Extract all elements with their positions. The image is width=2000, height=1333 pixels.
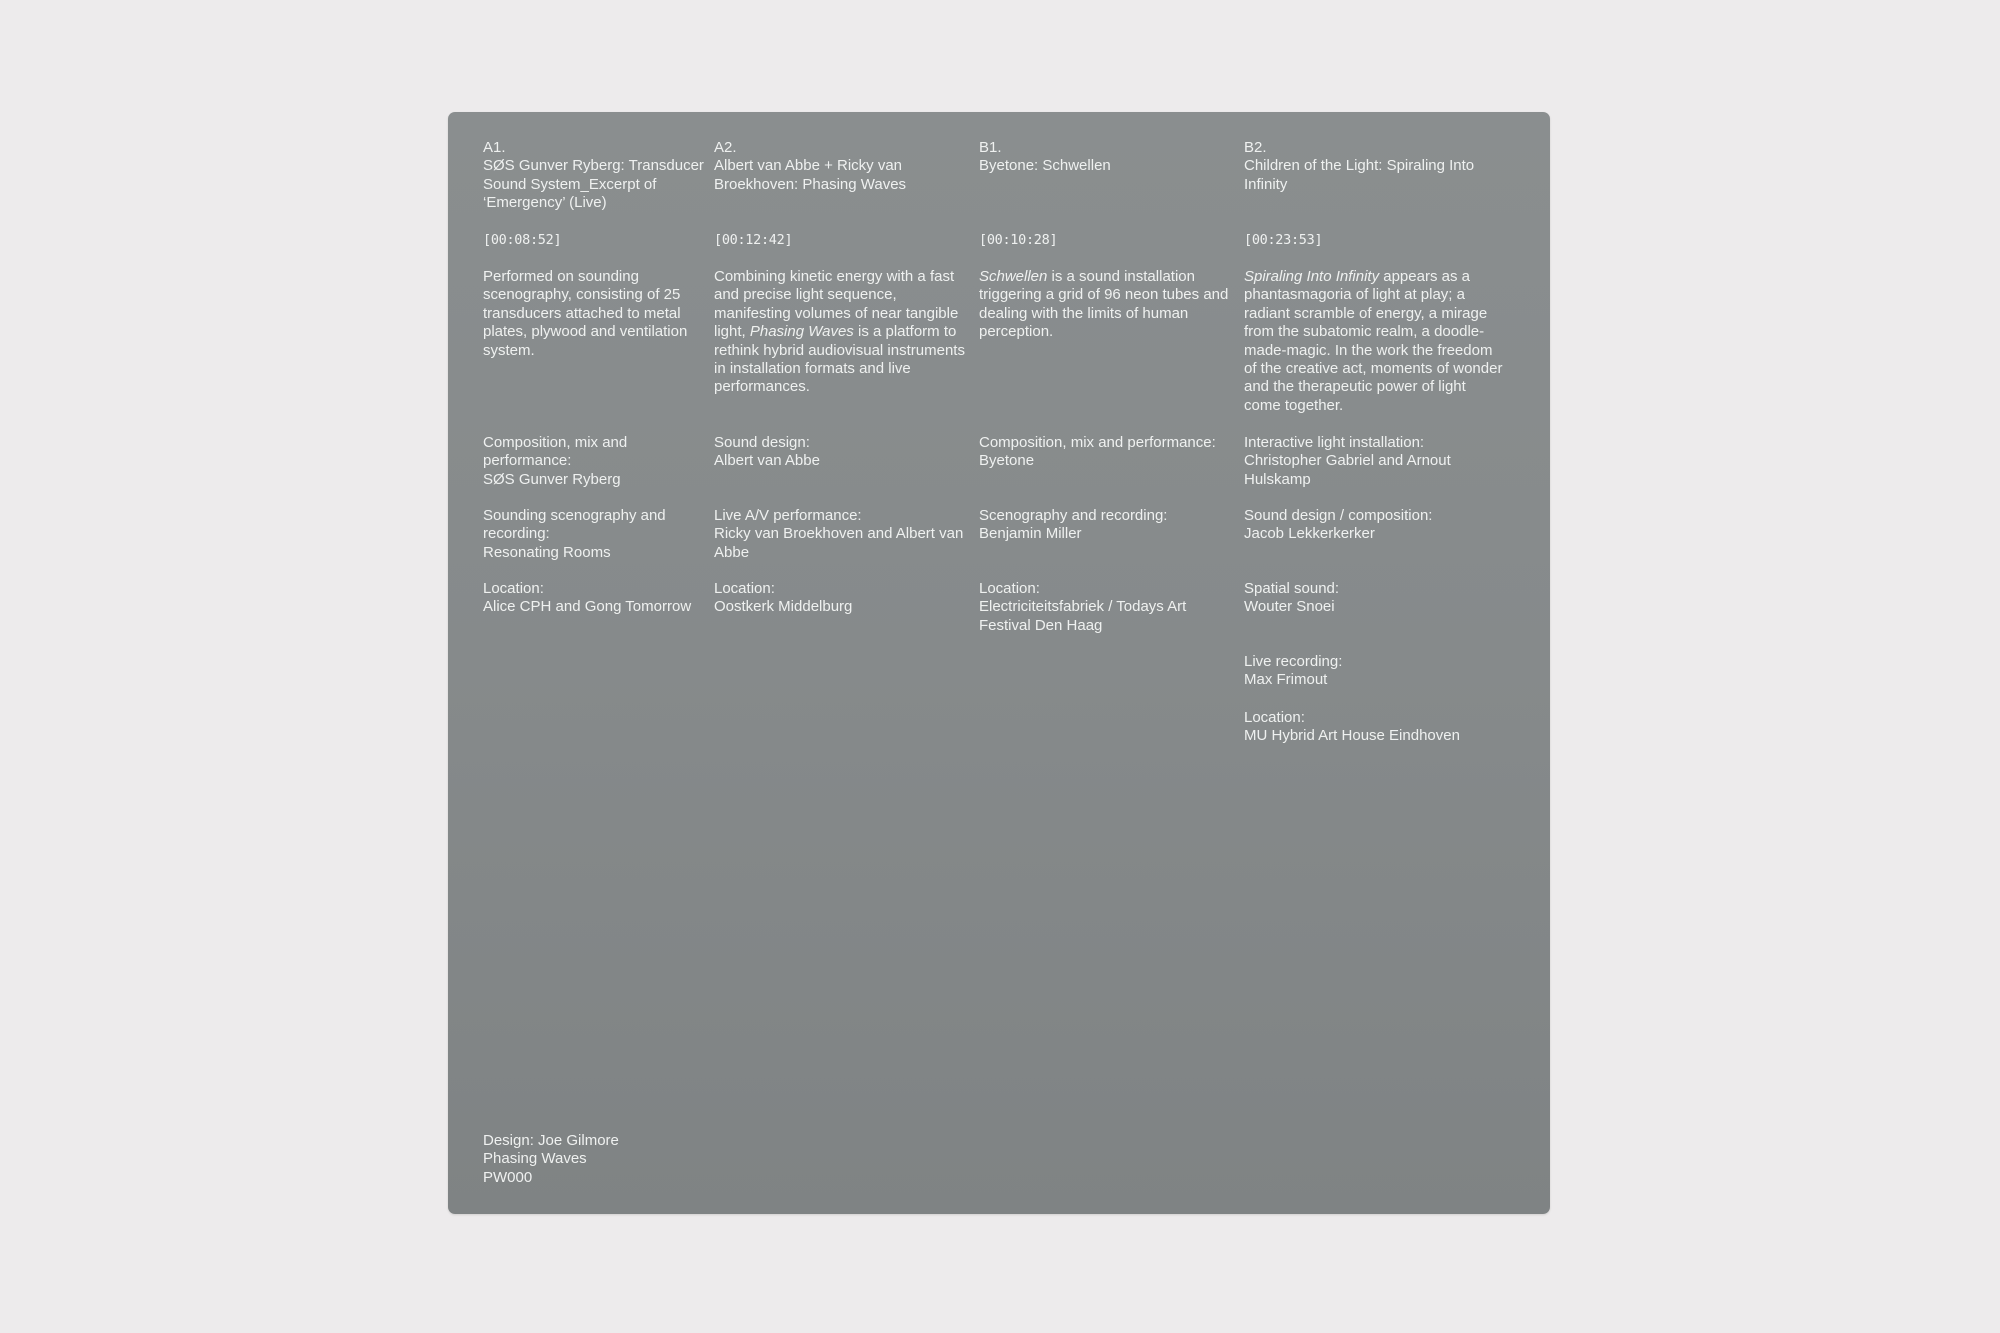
track-title: Albert van Abbe + Ricky van Broekhoven: Phasing Waves bbox=[714, 157, 907, 193]
track-duration: [00:08:52] bbox=[483, 232, 562, 248]
credit-sound-design: Sound design / composition: Jacob Lekkerkerker bbox=[1244, 507, 1433, 543]
track-description: Spiraling Into Infinity appears as a phantasmagoria of light at play; a radiant scramble of energy, a mirage from the subatomic realm, a doodle-made-magic. In the work the freedom of the creative act, moments of wonder and the therapeutic power of light come together. bbox=[1244, 268, 1503, 414]
track-title: Byetone: Schwellen bbox=[979, 157, 1111, 175]
track-title: Children of the Light: Spiraling Into Infinity bbox=[1244, 157, 1475, 193]
design-credit: Design: Joe Gilmore bbox=[483, 1132, 619, 1149]
credit-light-installation: Interactive light installation: Christopher Gabriel and Arnout Hulskamp bbox=[1244, 434, 1451, 488]
credit-live-recording: Live recording: Max Frimout bbox=[1244, 653, 1343, 689]
track-number: B1. bbox=[979, 139, 1002, 156]
credit-sound-design: Sound design: Albert van Abbe bbox=[714, 434, 820, 470]
credit-composition: Composition, mix and performance: SØS Gunver Ryberg bbox=[483, 434, 628, 488]
credit-location: Location: MU Hybrid Art House Eindhoven bbox=[1244, 709, 1460, 745]
track-duration: [00:23:53] bbox=[1244, 232, 1323, 248]
catalog-number: PW000 bbox=[483, 1168, 533, 1186]
track-heading bbox=[483, 139, 715, 213]
sleeve-footer bbox=[483, 1132, 619, 1187]
credit-location: Location: Alice CPH and Gong Tomorrow bbox=[483, 580, 692, 616]
track-duration: [00:10:28] bbox=[979, 232, 1058, 248]
track-description: Schwellen is a sound installation triggering a grid of 96 neon tubes and dealing with the limits of human perception. bbox=[979, 268, 1229, 341]
credit-performance: Live A/V performance: Ricky van Broekhoven and Albert van Abbe bbox=[714, 507, 964, 561]
credit-location: Location: Oostkerk Middelburg bbox=[714, 580, 853, 616]
credit-spatial-sound: Spatial sound: Wouter Snoei bbox=[1244, 580, 1340, 616]
credit-location: Location: Electriciteitsfabriek / Todays Art Festival Den Haag bbox=[979, 580, 1187, 634]
track-heading bbox=[1244, 139, 1506, 194]
track-number: A2. bbox=[714, 139, 737, 156]
track-description: Performed on sounding scenography, consisting of 25 transducers attached to metal plates, plywood and ventilation system. bbox=[483, 268, 688, 359]
track-duration: [00:12:42] bbox=[714, 232, 793, 248]
track-number: A1. bbox=[483, 139, 506, 156]
track-heading bbox=[714, 139, 976, 194]
track-description: Combining kinetic energy with a fast and precise light sequence, manifesting volumes of near tangible light, Phasing Waves is a platform to rethink hybrid audiovisual instruments in installation formats and live performances. bbox=[714, 268, 965, 396]
record-sleeve-back bbox=[448, 112, 1550, 1214]
track-heading bbox=[979, 139, 1241, 176]
credit-scenography: Scenography and recording: Benjamin Miller bbox=[979, 507, 1168, 543]
label-name: Phasing Waves bbox=[483, 1150, 587, 1168]
credit-scenography: Sounding scenography and recording: Resonating Rooms bbox=[483, 507, 666, 561]
track-title: SØS Gunver Ryberg: Transducer Sound System_Excerpt of ‘Emergency’ (Live) bbox=[483, 157, 704, 212]
track-number: B2. bbox=[1244, 139, 1267, 156]
credit-composition: Composition, mix and performance: Byetone bbox=[979, 434, 1216, 470]
